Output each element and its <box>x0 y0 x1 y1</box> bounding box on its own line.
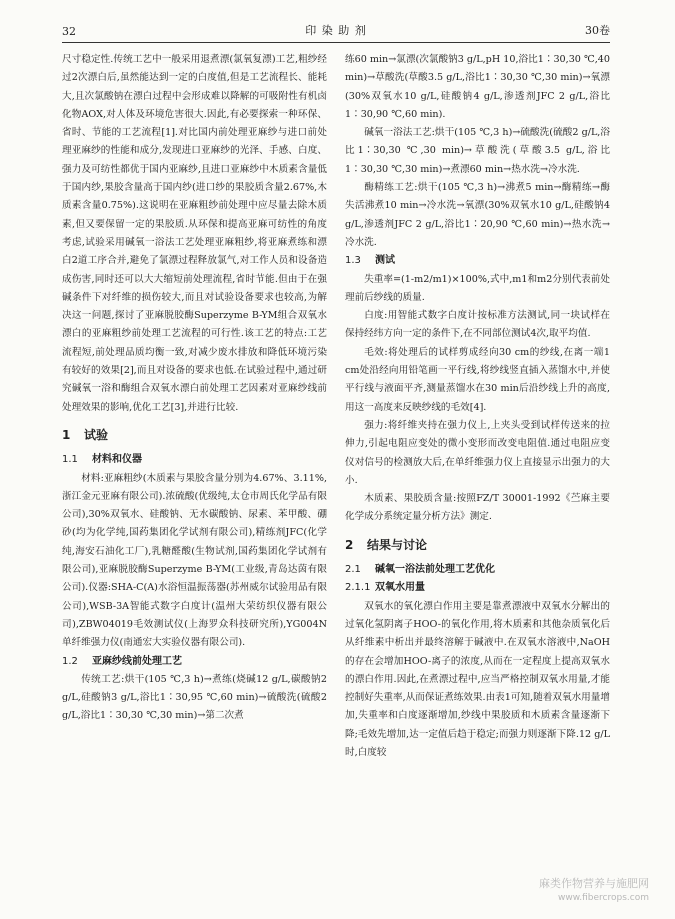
traditional-process-continued: 练60 min→氯漂(次氯酸钠3 g/L,pH 10,浴比1∶30,30 ℃,40 min)→草酸洗(草酸3.5 g/L,浴比1∶30,30 ℃,30 min)→氧漂(30%双氧水10 g/L,硅酸钠4 g/L,渗透剂JFC 2 g/L,浴比1∶30,90 ℃,60 min). <box>345 54 610 120</box>
left-column <box>62 51 327 726</box>
intro-paragraph: 尺寸稳定性.传统工艺中一般采用退煮漂(氯氧复漂)工艺,粗纱经过2次漂白后,虽然能达到一定的白度值,但是工艺流程长、能耗大,且次氯酸钠在漂白过程中会形成难以降解的可吸附性有机卤化物AOX,对人体及环境危害很大.因此,有必要探索一种环保、省时、节能的工艺流程[1].对比国内前处理亚麻纱与进口前处理亚麻纱的性能和成分,发现进口亚麻纱的光泽、手感、白度、强力及可纺性都优于国内亚麻纱,且进口亚麻纱中木质素含量低于国内纱,果胶含量高于国内纱(进口纱的果胶质含量2.67%,木质素含量0.75%).这说明在亚麻粗纱前处理中应尽量去除木质素,但又要保留一定的果胶质.从环保和提高亚麻可纺性的角度考虑,试验采用碱氧一浴法工艺处理亚麻粗纱,将亚麻煮练和漂白2道工序合并,避免了氯漂过程释放氯气,对工作人员和设备造成伤害,同时还可以大大缩短前处理流程,省时节能.但由于在强碱条件下对纤维的损伤较大,而且对试验设备要求也较高,为解决这一问题,探讨了亚麻脱胶酶Superzyme B-YM组合双氧水漂白的亚麻粗纱前处理工艺流程的可行性.该工艺的特点:工艺流程短,前处理品质均衡一致,对减少废水排放和降低环境污染有较好的效果[2],而且对设备的要求也低.在试验过程中,通过研究碱氧一浴和酶组合双氧水漂白前处理工艺因素对亚麻纱线前处理效果的影响,优化工艺[3],并进行比较. <box>62 54 327 413</box>
watermark-site-name: 麻类作物营养与施肥网 <box>539 877 649 890</box>
materials-paragraph: 材料:亚麻粗纱(木质素与果胶含量分别为4.67%、3.11%,浙江金元亚麻有限公司).浓硫酸(优级纯,太仓市周氏化学品有限公司),30%双氧水、硅酸钠、无水碳酸钠、尿素、苯甲酸、硼砂(均为化学纯,国药集团化学试剂有限公司),精练剂JFC(化学纯,海安石油化工厂),乳糖醛酸(生物试剂,国药集团化学试剂有限公司),亚麻脱胶酶Superzyme B-YM(工业级,青岛达茵有限公司).仪器:SHA-C(A)水浴恒温振荡器(苏州威尔试验用品有限公司),WSB-3A智能式数字白度计(温州大荣纺织仪器有限公司),ZBW04019毛效测试仪(上海罗众科技研究所),YG004N单纤维强力仪(南通宏大实验仪器有限公司). <box>62 472 327 649</box>
running-header <box>62 18 610 38</box>
strength-paragraph: 强力:将纤维夹持在强力仪上,上夹头受到试样传送来的拉伸力,引起电阻应变处的微小变形而改变电阻值.通过电阻应变仪对信号的检测放大后,在单纤维强力仪上直接显示出强力的大小. <box>345 419 610 486</box>
section-1-2-heading: 1.2 亚麻纱线前处理工艺 <box>62 655 182 667</box>
section-2-1-1-heading: 2.1.1 双氧水用量 <box>345 582 425 594</box>
right-column <box>345 51 610 762</box>
hydrogen-peroxide-paragraph: 双氧水的氧化漂白作用主要是靠煮漂液中双氧水分解出的过氧化氢阴离子HOO-的氧化作用,将木质素和其他杂质氧化后从纤维素中析出并最终溶解于碱液中.在双氧水溶液中,NaOH的存在会增加HOO-离子的浓度,从而在一定程度上提高双氧水的漂白作用.因此,在煮漂过程中,应当严格控制双氧水用量,才能控制好失重率,从而保证煮练效果.由表1可知,随着双氧水用量增加,失重率和白度逐渐增加,纱线中果胶质和木质素含量逐渐下降;毛效先增加,达一定值后趋于稳定;而强力则逐渐下降.12 g/L时,白度较 <box>345 600 610 758</box>
section-1-heading: 1 试验 <box>62 427 109 442</box>
section-1-3-heading: 1.3 测试 <box>345 255 395 267</box>
lignin-pectin-paragraph: 木质素、果胶质含量:按照FZ/T 30001-1992《苎麻主要化学成分系统定量分析方法》测定. <box>345 493 610 523</box>
alkali-oxygen-process: 碱氧一浴法工艺:烘干(105 ℃,3 h)→硫酸洗(硫酸2 g/L,浴比1∶30,30 ℃,30 min)→草酸洗(草酸3.5 g/L,浴比1∶30,30 ℃,30 min)→煮漂60 min→热水洗→冷水洗. <box>345 127 610 175</box>
volume-number: 30卷 <box>585 24 610 37</box>
journal-name: 印 染 助 剂 <box>305 24 367 37</box>
page-number: 32 <box>62 25 76 38</box>
watermark-url: www.fibercrops.com <box>558 893 649 903</box>
whiteness-paragraph: 白度:用智能式数字白度计按标准方法测试,同一块试样在保持经纬方向一定的条件下,在不同部位测试4次,取平均值. <box>345 310 610 340</box>
traditional-process-paragraph: 传统工艺:烘干(105 ℃,3 h)→煮练(烧碱12 g/L,碳酸钠2 g/L,硅酸钠3 g/L,浴比1∶30,95 ℃,60 min)→硫酸洗(硫酸2 g/L,浴比1∶30,30 ℃,30 min)→第二次煮 <box>62 673 327 722</box>
weight-loss-paragraph: 失重率=(1-m2/m1)×100%,式中,m1和m2分别代表前处理前后纱线的质量. <box>345 273 610 303</box>
watermark <box>539 877 649 905</box>
capillary-paragraph: 毛效:将处理后的试样剪成经向30 cm的纱线,在离一端1 cm处沿经向用铅笔画一平行线,将纱线竖直插入蒸馏水中,并使平行线与液面平齐,测量蒸馏水在30 min后沿纱线上升的高度,用这一高度来反映纱线的毛效[4]. <box>345 346 610 413</box>
section-2-1-heading: 2.1 碱氧一浴法前处理工艺优化 <box>345 564 495 576</box>
section-2-heading: 2 结果与讨论 <box>345 537 428 552</box>
header-rule <box>62 42 610 43</box>
enzyme-process: 酶精练工艺:烘干(105 ℃,3 h)→沸煮5 min→酶精练→酶失活沸煮10 min→冷水洗→氧漂(30%双氧水10 g/L,硅酸钠4 g/L,渗透剂JFC 2 g/L,浴比1∶20,90 ℃,60 min)→热水洗→冷水洗. <box>345 182 610 248</box>
section-1-1-heading: 1.1 材料和仪器 <box>62 454 142 466</box>
